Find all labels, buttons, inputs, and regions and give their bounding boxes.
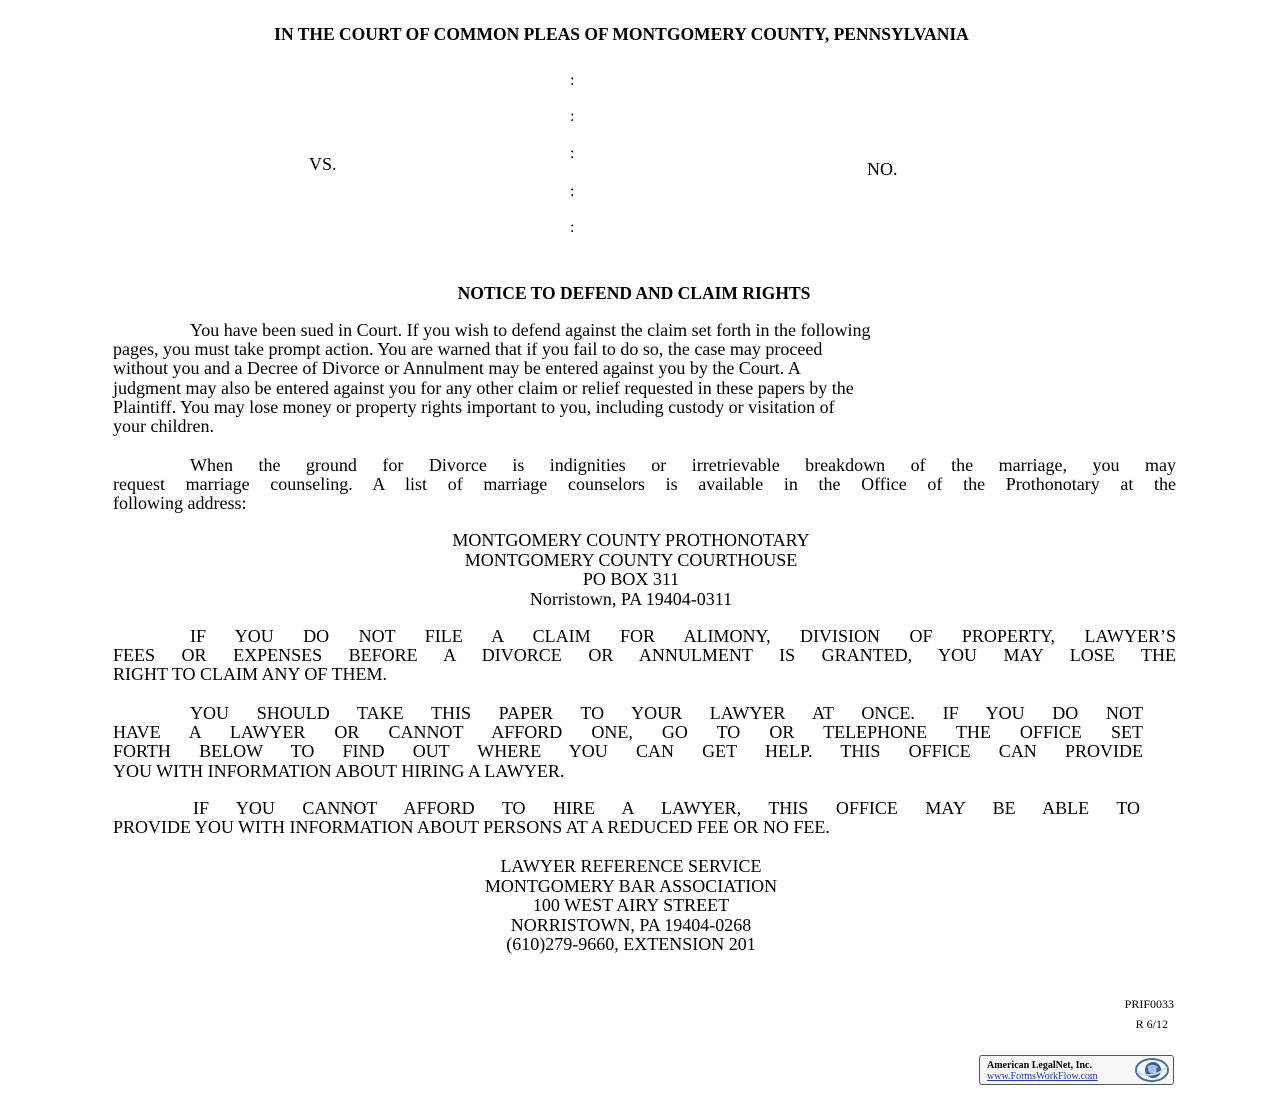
paragraph-line: PROVIDE YOU WITH INFORMATION ABOUT PERSONS AT A REDUCED FEE OR NO FEE. — [113, 817, 830, 838]
legalnet-logo[interactable] — [979, 1055, 1174, 1085]
address-line: LAWYER REFERENCE SERVICE — [500, 856, 762, 876]
paragraph-alimony-claim — [113, 627, 1176, 685]
paragraph-line: When the ground for Divorce is indignities or irretrievable breakdown of the marriage, you may — [190, 455, 1176, 475]
paragraph-counseling — [113, 456, 1176, 514]
lawyer-reference-address — [0, 857, 1262, 955]
logo-name: American LegalNet, Inc. — [987, 1060, 1092, 1071]
paragraph-sued — [113, 321, 1113, 436]
paragraph-line: IF YOU DO NOT FILE A CLAIM FOR ALIMONY, DIVISION OF PROPERTY, LAWYER’S — [190, 626, 1176, 646]
paragraph-line: YOU SHOULD TAKE THIS PAPER TO YOUR LAWYER AT ONCE. IF YOU DO NOT — [190, 703, 1143, 723]
revision-date: R 6/12 — [1135, 1017, 1168, 1031]
paragraph-line: RIGHT TO CLAIM ANY OF THEM. — [113, 664, 388, 685]
court-title: IN THE COURT OF COMMON PLEAS OF MONTGOMERY COUNTY, PENNSYLVANIA — [274, 24, 969, 44]
case-number-label: NO. — [867, 159, 898, 179]
globe-icon — [1134, 1058, 1170, 1082]
paragraph-line: without you and a Decree of Divorce or Annulment may be entered against you by the Court. A — [113, 358, 801, 379]
address-line: NORRISTOWN, PA 19404-0268 — [510, 914, 752, 935]
paragraph-line: pages, you must take prompt action. You are warned that if you fail to do so, the case may proceed — [113, 339, 823, 360]
address-line: (610)279-9660, EXTENSION 201 — [506, 934, 756, 954]
paragraph-line: YOU WITH INFORMATION ABOUT HIRING A LAWYER. — [113, 760, 565, 781]
paragraph-line: judgment may also be entered against you for any other claim or relief requested in these papers by the — [113, 377, 854, 398]
logo-url[interactable]: www.FormsWorkFlow.com — [987, 1071, 1098, 1082]
caption-colon: : — [570, 108, 575, 125]
address-line: MONTGOMERY COUNTY COURTHOUSE — [464, 549, 798, 570]
paragraph-line: FEES OR EXPENSES BEFORE A DIVORCE OR ANNULMENT IS GRANTED, YOU MAY LOSE THE — [113, 645, 1176, 666]
paragraph-line: following address: — [113, 493, 247, 514]
paragraph-line: Plaintiff. You may lose money or property rights important to you, including custody or visitation of — [113, 396, 835, 417]
vs-label: VS. — [309, 154, 337, 174]
address-line: 100 WEST AIRY STREET — [532, 895, 730, 915]
paragraph-line: your children. — [113, 416, 214, 437]
caption-colon: : — [570, 183, 575, 200]
paragraph-cannot-afford — [113, 799, 1140, 837]
address-line: MONTGOMERY BAR ASSOCIATION — [484, 875, 778, 896]
caption-colon: : — [570, 145, 575, 162]
notice-title: NOTICE TO DEFEND AND CLAIM RIGHTS — [457, 283, 811, 303]
paragraph-take-to-lawyer — [113, 704, 1143, 781]
paragraph-line: FORTH BELOW TO FIND OUT WHERE YOU CAN GET HELP. THIS OFFICE CAN PROVIDE — [113, 741, 1143, 762]
paragraph-line: request marriage counseling. A list of marriage counselors is available in the Office of the Prothonotary at the — [113, 474, 1176, 495]
address-line: Norristown, PA 19404-0311 — [529, 588, 733, 609]
paragraph-line: HAVE A LAWYER OR CANNOT AFFORD ONE, GO TO OR TELEPHONE THE OFFICE SET — [113, 722, 1143, 743]
address-line: PO BOX 311 — [582, 569, 680, 589]
paragraph-line: IF YOU CANNOT AFFORD TO HIRE A LAWYER, THIS OFFICE MAY BE ABLE TO — [193, 798, 1140, 818]
prothonotary-address — [0, 531, 1262, 609]
address-line: MONTGOMERY COUNTY PROTHONOTARY — [452, 530, 810, 550]
form-code: PRIF0033 — [1124, 997, 1174, 1011]
caption-colon: : — [570, 72, 575, 89]
paragraph-line: You have been sued in Court. If you wish to defend against the claim set forth in the following — [190, 320, 871, 340]
caption-colon: : — [570, 219, 575, 236]
